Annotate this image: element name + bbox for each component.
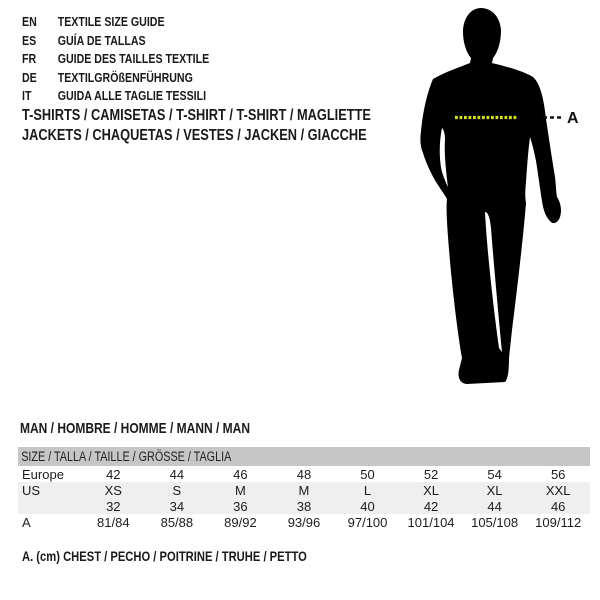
cell-europe-1: 42 [106,466,121,482]
cell-europe-2: 44 [169,466,185,482]
language-row [22,87,209,106]
cell-num-8: 46 [526,498,590,514]
size-table-header-row [18,447,590,466]
cell-europe-4: 48 [296,466,312,482]
row-label-europe: Europe [22,466,64,482]
cell-num-3: 36 [209,498,273,514]
table-row-us [18,482,590,498]
cell-a-2: 85/88 [160,514,194,530]
man-silhouette-figure [405,0,600,400]
cell-europe-6: 52 [423,466,439,482]
cell-a-8: 109/112 [535,514,582,530]
table-row-europe [18,466,590,482]
cell-num-6: 42 [399,498,463,514]
cell-europe-3: 46 [233,466,248,482]
language-row [22,13,209,32]
cell-us-2: S [145,482,209,498]
cell-us-6: XL [399,482,463,498]
language-label: GUIDE DES TAILLES TEXTILE [57,52,210,66]
cell-num-7: 44 [463,498,527,514]
cell-a-1: 81/84 [97,514,130,530]
cell-num-2: 34 [145,498,209,514]
table-row-chest-a [18,514,590,530]
cell-us-1: XS [82,482,146,498]
cell-us-8: XXL [526,482,590,498]
measure-label-a: A [567,110,579,127]
row-label-us: US [18,482,82,498]
row-label-a: A [22,514,31,530]
man-silhouette [420,8,561,384]
language-row [22,69,209,88]
language-code: IT [22,89,32,103]
cell-num-1: 32 [82,498,146,514]
language-label: GUIDA ALLE TAGLIE TESSILI [57,89,207,103]
measurement-footnote: A. (cm) CHEST / PECHO / POITRINE / TRUHE / PETTO [22,548,307,564]
language-code: EN [22,15,37,29]
language-row [22,50,209,69]
language-list [22,13,242,106]
cell-us-5: L [336,482,400,498]
language-row [22,32,209,51]
language-code: ES [22,33,37,48]
cell-a-6: 101/104 [407,514,455,530]
cell-a-7: 105/108 [471,514,519,530]
category-line-jackets: JACKETS / CHAQUETAS / VESTES / JACKEN / GIACCHE [22,127,367,144]
cell-europe-7: 54 [487,466,502,482]
language-code: FR [22,52,37,66]
language-label: TEXTILGRÖßENFÜHRUNG [57,70,193,85]
size-table [18,447,590,530]
cell-a-3: 89/92 [224,514,257,530]
row-label-numeric [18,498,82,514]
cell-us-4: M [272,482,336,498]
category-line-tshirts: T-SHIRTS / CAMISETAS / T-SHIRT / T-SHIRT / MAGLIETTE [22,107,371,124]
cell-a-4: 93/96 [287,514,321,530]
cell-us-3: M [209,482,273,498]
cell-europe-5: 50 [360,466,375,482]
table-row-numeric [18,498,590,514]
language-label: TEXTILE SIZE GUIDE [57,15,165,29]
cell-num-5: 40 [336,498,400,514]
size-table-header-cell [18,447,590,466]
cell-a-5: 97/100 [347,514,388,530]
cell-num-4: 38 [272,498,336,514]
language-code: DE [22,70,37,85]
category-list [22,106,458,146]
size-table-header-label: SIZE / TALLA / TAILLE / GRÖSSE / TAGLIA [21,449,232,464]
language-label: GUÍA DE TALLAS [57,33,146,48]
section-title-man: MAN / HOMBRE / HOMME / MANN / MAN [20,420,250,437]
cell-us-7: XL [463,482,527,498]
cell-europe-8: 56 [550,466,566,482]
